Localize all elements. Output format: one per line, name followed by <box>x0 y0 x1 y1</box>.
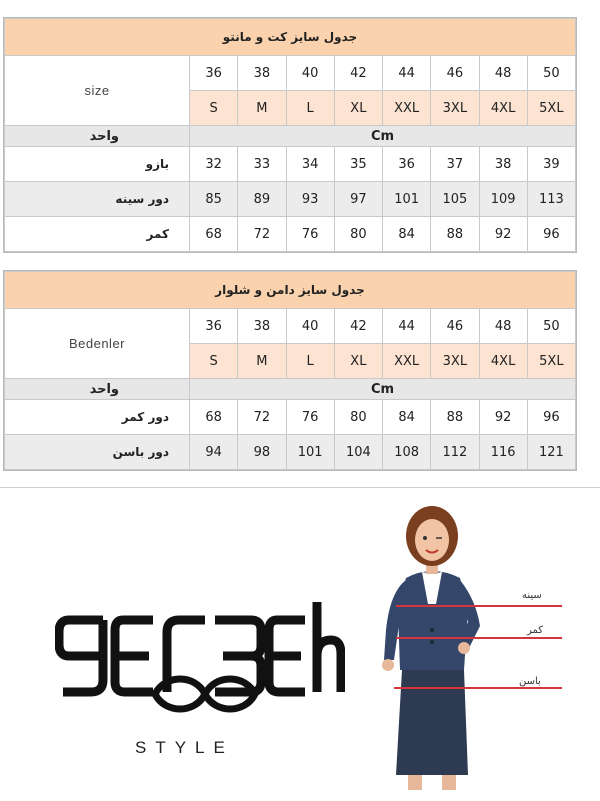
cell: 104 <box>334 435 382 470</box>
section-divider <box>0 487 600 488</box>
table-row <box>5 217 576 252</box>
size-number: 48 <box>479 56 527 91</box>
size-number: 38 <box>238 309 286 344</box>
size-table-skirt-pants <box>3 270 577 471</box>
size-row-label: size <box>5 56 190 126</box>
table-title-row <box>5 272 576 309</box>
cell: 109 <box>479 182 527 217</box>
cell: 76 <box>286 400 334 435</box>
size-letter: 5XL <box>527 344 575 379</box>
cell: 84 <box>383 217 431 252</box>
gereh-logo <box>55 600 345 720</box>
size-letter: 4XL <box>479 344 527 379</box>
size-letter: 5XL <box>527 91 575 126</box>
cell: 76 <box>286 217 334 252</box>
cell: 112 <box>431 435 479 470</box>
cell: 108 <box>383 435 431 470</box>
size-letter: 3XL <box>431 344 479 379</box>
cell: 33 <box>238 147 286 182</box>
cell: 101 <box>286 435 334 470</box>
unit-value: Cm <box>190 126 576 147</box>
size-letter: XXL <box>383 344 431 379</box>
cell: 101 <box>383 182 431 217</box>
table-row <box>5 400 576 435</box>
size-number: 40 <box>286 56 334 91</box>
size-row-label: Bedenler <box>5 309 190 379</box>
cell: 121 <box>527 435 575 470</box>
cell: 36 <box>383 147 431 182</box>
size-letter: XXL <box>383 91 431 126</box>
table-title: جدول سایز دامن و شلوار <box>5 272 576 309</box>
size-number: 46 <box>431 309 479 344</box>
cell: 34 <box>286 147 334 182</box>
size-number: 50 <box>527 309 575 344</box>
cell: 32 <box>190 147 238 182</box>
cell: 116 <box>479 435 527 470</box>
row-label: کمر <box>5 217 190 252</box>
cell: 37 <box>431 147 479 182</box>
size-letter: S <box>190 91 238 126</box>
cell: 85 <box>190 182 238 217</box>
row-label: دور کمر <box>5 400 190 435</box>
size-number: 48 <box>479 309 527 344</box>
size-number-row <box>5 56 576 91</box>
brand-tagline: STYLE <box>135 738 234 757</box>
cell: 96 <box>527 400 575 435</box>
size-letter: 4XL <box>479 91 527 126</box>
row-label: دور سینه <box>5 182 190 217</box>
size-number: 36 <box>190 56 238 91</box>
cell: 92 <box>479 217 527 252</box>
cell: 94 <box>190 435 238 470</box>
table-row <box>5 435 576 470</box>
size-number: 36 <box>190 309 238 344</box>
cell: 113 <box>527 182 575 217</box>
size-letter: L <box>286 344 334 379</box>
size-number: 46 <box>431 56 479 91</box>
unit-label: واحد <box>5 379 190 400</box>
size-letter: XL <box>334 344 382 379</box>
size-letter: M <box>238 344 286 379</box>
cell: 97 <box>334 182 382 217</box>
hip-label: باسن <box>519 676 541 687</box>
size-number-row <box>5 309 576 344</box>
unit-value: Cm <box>190 379 576 400</box>
cell: 98 <box>238 435 286 470</box>
unit-row <box>5 379 576 400</box>
size-number: 44 <box>383 56 431 91</box>
table-title-row <box>5 19 576 56</box>
measurement-figure <box>372 500 592 790</box>
cell: 88 <box>431 217 479 252</box>
size-number: 40 <box>286 309 334 344</box>
size-letter: L <box>286 91 334 126</box>
size-table-coat <box>3 17 577 253</box>
size-number: 44 <box>383 309 431 344</box>
row-label: دور باسن <box>5 435 190 470</box>
cell: 68 <box>190 217 238 252</box>
cell: 35 <box>334 147 382 182</box>
row-label: بازو <box>5 147 190 182</box>
size-number: 38 <box>238 56 286 91</box>
cell: 96 <box>527 217 575 252</box>
size-letter: M <box>238 91 286 126</box>
cell: 72 <box>238 217 286 252</box>
size-letter: S <box>190 344 238 379</box>
waist-label: کمر <box>527 625 544 636</box>
cell: 68 <box>190 400 238 435</box>
cell: 92 <box>479 400 527 435</box>
cell: 80 <box>334 217 382 252</box>
table-row <box>5 182 576 217</box>
unit-label: واحد <box>5 126 190 147</box>
size-number: 50 <box>527 56 575 91</box>
table-title: جدول سایز کت و مانتو <box>5 19 576 56</box>
cell: 38 <box>479 147 527 182</box>
size-letter: 3XL <box>431 91 479 126</box>
cell: 80 <box>334 400 382 435</box>
chest-label: سینه <box>522 590 542 601</box>
cell: 89 <box>238 182 286 217</box>
size-number: 42 <box>334 56 382 91</box>
cell: 39 <box>527 147 575 182</box>
cell: 84 <box>383 400 431 435</box>
table-row <box>5 147 576 182</box>
unit-row <box>5 126 576 147</box>
cell: 105 <box>431 182 479 217</box>
cell: 72 <box>238 400 286 435</box>
cell: 88 <box>431 400 479 435</box>
size-letter: XL <box>334 91 382 126</box>
cell: 93 <box>286 182 334 217</box>
size-number: 42 <box>334 309 382 344</box>
